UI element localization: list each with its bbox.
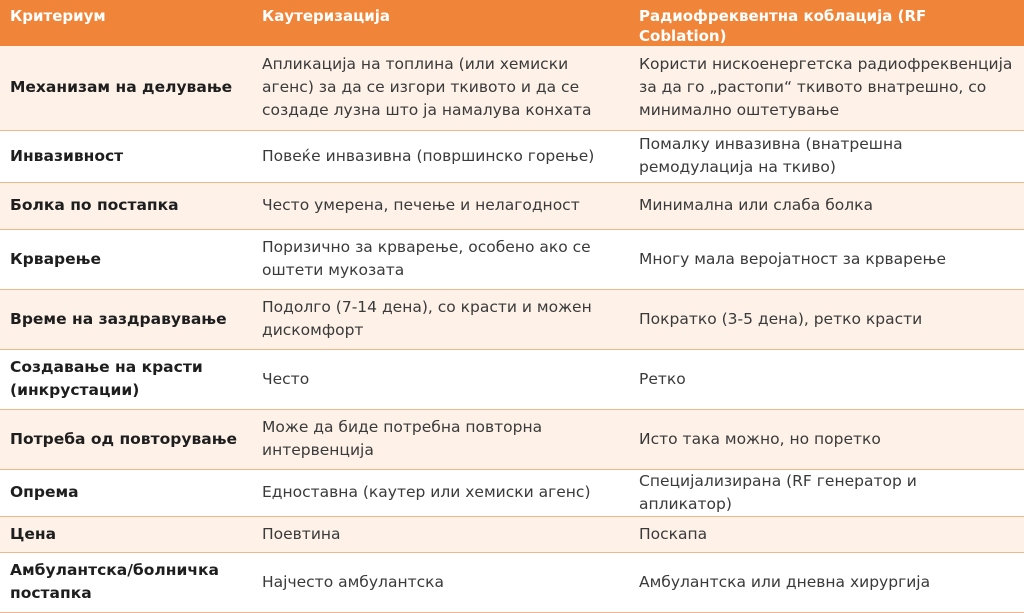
table-row xyxy=(0,552,1024,612)
header-criterion: Критериум xyxy=(10,7,106,25)
rf-coblation-cell: Ретко xyxy=(629,349,1024,409)
rf-coblation-cell: Користи нискоенергетска радиофреквенција за да го „растопи“ ткивото внатрешно, со минимално оштетување xyxy=(629,46,1024,130)
cauterization-cell: Поризично за крварење, особено ако се оштети мукозата xyxy=(252,229,629,289)
cauterization-cell: Апликација на топлина (или хемиски агенс) за да се изгори ткивото и да се создаде лузна што ја намалува конхата xyxy=(252,46,629,130)
cauterization-cell: Едноставна (каутер или хемиски агенс) xyxy=(252,469,629,516)
table-row xyxy=(0,229,1024,289)
rf-coblation-cell: Амбулантска или дневна хирургија xyxy=(629,552,1024,612)
cauterization-cell: Најчесто амбулантска xyxy=(252,552,629,612)
cauterization-cell: Често xyxy=(252,349,629,409)
rf-coblation-cell: Поскапа xyxy=(629,516,1024,552)
rf-coblation-cell: Специјализирана (RF генератор и апликатор) xyxy=(629,469,1024,516)
cauterization-cell: Често умерена, печење и нелагодност xyxy=(252,182,629,229)
header-rf-coblation: Радиофреквентна коблација (RF Coblation) xyxy=(639,7,927,45)
table-row xyxy=(0,182,1024,229)
table-row xyxy=(0,469,1024,516)
criterion-cell: Потреба од повторување xyxy=(0,409,252,469)
table-header-row xyxy=(0,0,1024,46)
table-row xyxy=(0,46,1024,130)
table-row xyxy=(0,289,1024,349)
criterion-cell: Амбулантска/болничка постапка xyxy=(0,552,252,612)
table-row xyxy=(0,130,1024,182)
criterion-cell: Инвазивност xyxy=(0,130,252,182)
criterion-cell: Создавање на красти (инкрустации) xyxy=(0,349,252,409)
rf-coblation-cell: Минимална или слаба болка xyxy=(629,182,1024,229)
criterion-cell: Крварење xyxy=(0,229,252,289)
cauterization-cell: Подолго (7-14 дена), со красти и можен дискомфорт xyxy=(252,289,629,349)
criterion-cell: Механизам на делување xyxy=(0,46,252,130)
table-row xyxy=(0,516,1024,552)
header-cauterization: Каутеризација xyxy=(262,7,391,25)
table-row xyxy=(0,409,1024,469)
criterion-cell: Цена xyxy=(0,516,252,552)
table-row xyxy=(0,349,1024,409)
rf-coblation-cell: Пократко (3-5 дена), ретко красти xyxy=(629,289,1024,349)
cauterization-cell: Поевтина xyxy=(252,516,629,552)
cauterization-cell: Повеќе инвазивна (површинско горење) xyxy=(252,130,629,182)
criterion-cell: Болка по постапка xyxy=(0,182,252,229)
criterion-cell: Време на заздравување xyxy=(0,289,252,349)
rf-coblation-cell: Исто така можно, но поретко xyxy=(629,409,1024,469)
cauterization-cell: Може да биде потребна повторна интервенција xyxy=(252,409,629,469)
rf-coblation-cell: Многу мала веројатност за крварење xyxy=(629,229,1024,289)
criterion-cell: Опрема xyxy=(0,469,252,516)
rf-coblation-cell: Помалку инвазивна (внатрешна ремодулација на ткиво) xyxy=(629,130,1024,182)
